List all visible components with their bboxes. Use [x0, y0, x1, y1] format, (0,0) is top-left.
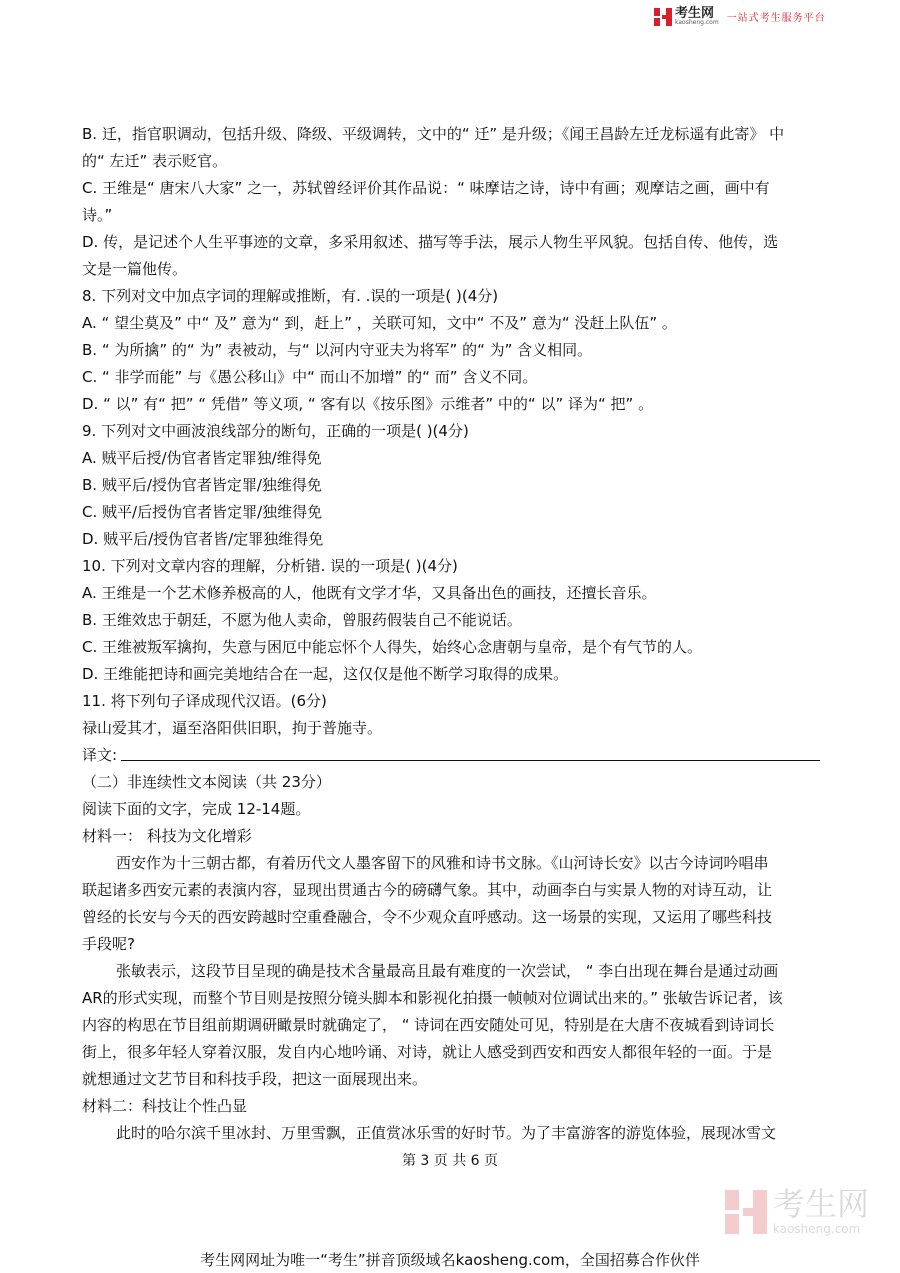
watermark — [725, 1185, 870, 1236]
page-number: 第 3 页 共 6 页 — [401, 1153, 499, 1169]
logo-icon — [654, 8, 672, 26]
text-line: C. “ 非学而能” 与《愚公移山》中“ 而山不加增” 的“ 而” 含义不同。 — [82, 368, 538, 386]
text-line: A. 王维是一个艺术修养极高的人，他既有文学才华，又具备出色的画技，还擅长音乐。 — [82, 584, 657, 602]
text-line: C. 贼平/后授伪官者皆定罪/独维得免 — [82, 503, 323, 521]
text-line: D. “ 以” 有“ 把” “ 凭借” 等义项, “ 客有以《按乐图》示维者” 中的“ 以” 译为“ 把” 。 — [82, 395, 654, 413]
text-line: 此时的哈尔滨千里冰封、万里雪飘，正值赏冰乐雪的好时节。为了丰富游客的游览体验，展现冰雪文 — [116, 1124, 777, 1142]
text-line: 西安作为十三朝古都，有着历代文人墨客留下的风雅和诗书文脉。《山河诗长安》以古今诗词吟唱串 — [116, 854, 769, 872]
text-line: A. 贼平后授/伪官者皆定罪独/维得免 — [82, 449, 322, 467]
watermark-name: 考生网 — [773, 1185, 870, 1223]
text-line: B. “ 为所擒” 的“ 为” 表被动，与“ 以河内守亚夫为将军” 的“ 为” 含义相同。 — [82, 341, 593, 359]
text-line: 禄山爱其才，逼至洛阳供旧职，拘于普施寺。 — [82, 719, 383, 737]
text-line: 街上，很多年轻人穿着汉服，发自内心地吟诵、对诗，就让人感受到西安和西安人都很年轻的一面。于是 — [82, 1043, 773, 1061]
text-line: 材料一： 科技为文化增彩 — [82, 827, 252, 845]
text-line: （二）非连续性文本阅读（共 23分） — [82, 773, 331, 791]
text-line: A. “ 望尘莫及” 中“ 及” 意为“ 到，赶上” ，关联可知，文中“ 不及” 意为“ 没赶上队伍” 。 — [82, 314, 677, 332]
text-line: 联起诸多西安元素的表演内容，显现出贯通古今的磅礴气象。其中，动画李白与实景人物的对诗互动，让 — [82, 881, 773, 899]
text-line: 手段呢? — [82, 935, 135, 953]
text-line: D. 王维能把诗和画完美地结合在一起，这仅仅是他不断学习取得的成果。 — [82, 665, 569, 683]
text-line: 曾经的长安与今天的西安跨越时空重叠融合，令不少观众直呼感动。这一场景的实现，又运用了哪些科技 — [82, 908, 773, 926]
watermark-domain: kaosheng.com — [773, 1222, 861, 1236]
text-line: 8. 下列对文中加点字词的理解或推断，有. .误的一项是( )(4分) — [82, 287, 499, 305]
answer-line[interactable] — [82, 742, 820, 769]
logo-domain: kaosheng.com — [675, 19, 719, 26]
text-line: 诗。” — [82, 206, 113, 224]
logo-name: 考生网 — [675, 6, 715, 21]
document-body — [82, 121, 820, 1147]
text-line: B. 迁，指官职调动，包括升级、降级、平级调转，文中的“ 迁” 是升级；《闻王昌龄左迁龙标遥有此寄》 中 — [82, 125, 785, 143]
text-line: C. 王维是“ 唐宋八大家” 之一，苏轼曾经评价其作品说：“ 味摩诘之诗，诗中有画；观摩诘之画，画中有 — [82, 179, 770, 197]
text-line: 材料二：科技让个性凸显 — [82, 1097, 248, 1115]
footer-text: 考生网网址为唯一“考生”拼音顶级域名kaosheng.com，全国招募合作伙伴 — [200, 1251, 700, 1269]
text-line: D. 贼平后/授伪官者皆/定罪独维得免 — [82, 530, 324, 548]
text-line: 的“ 左迁” 表示贬官。 — [82, 152, 228, 170]
watermark-logo-icon — [725, 1190, 767, 1234]
text-line: 张敏表示，这段节目呈现的确是技术含量最高且最有难度的一次尝试， “ 李白出现在舞台是通过动画 — [116, 962, 779, 980]
text-line: 内容的构思在节目组前期调研瞰景时就确定了， “ 诗词在西安随处可见，特别是在大唐不夜城看到诗词长 — [82, 1016, 775, 1034]
answer-label: 译文: — [82, 746, 118, 764]
text-line: 9. 下列对文中画波浪线部分的断句，正确的一项是( )(4分) — [82, 422, 469, 440]
text-line: D. 传，是记述个人生平事迹的文章，多采用叙述、描写等手法，展示人物生平风貌。包括自传、他传，选 — [82, 233, 779, 251]
text-line: B. 贼平后/授伪官者皆定罪/独维得免 — [82, 476, 322, 494]
slogan: 一站式考生服务平台 — [726, 13, 826, 24]
text-line: 11. 将下列句子译成现代汉语。(6分) — [82, 692, 327, 710]
text-line: C. 王维被叛军擒拘，失意与困厄中能忘怀个人得失，始终心念唐朝与皇帝，是个有气节的人。 — [82, 638, 703, 656]
text-line: AR的形式实现，而整个节目则是按照分镜头脚本和影视化拍摄一帧帧对位调试出来的。” 张敏告诉记者，该 — [82, 989, 783, 1007]
answer-rule — [121, 742, 820, 761]
text-line: 就想通过文艺节目和科技手段，把这一面展现出来。 — [82, 1070, 428, 1088]
text-line: 文是一篇他传。 — [82, 260, 188, 278]
text-line: 10. 下列对文章内容的理解，分析错. 误的一项是( )(4分) — [82, 557, 458, 575]
text-line: 阅读下面的文字，完成 12-14题。 — [82, 800, 311, 818]
text-line: B. 王维效忠于朝廷，不愿为他人卖命，曾服药假装自己不能说话。 — [82, 611, 522, 629]
header-logo[interactable] — [654, 7, 826, 26]
